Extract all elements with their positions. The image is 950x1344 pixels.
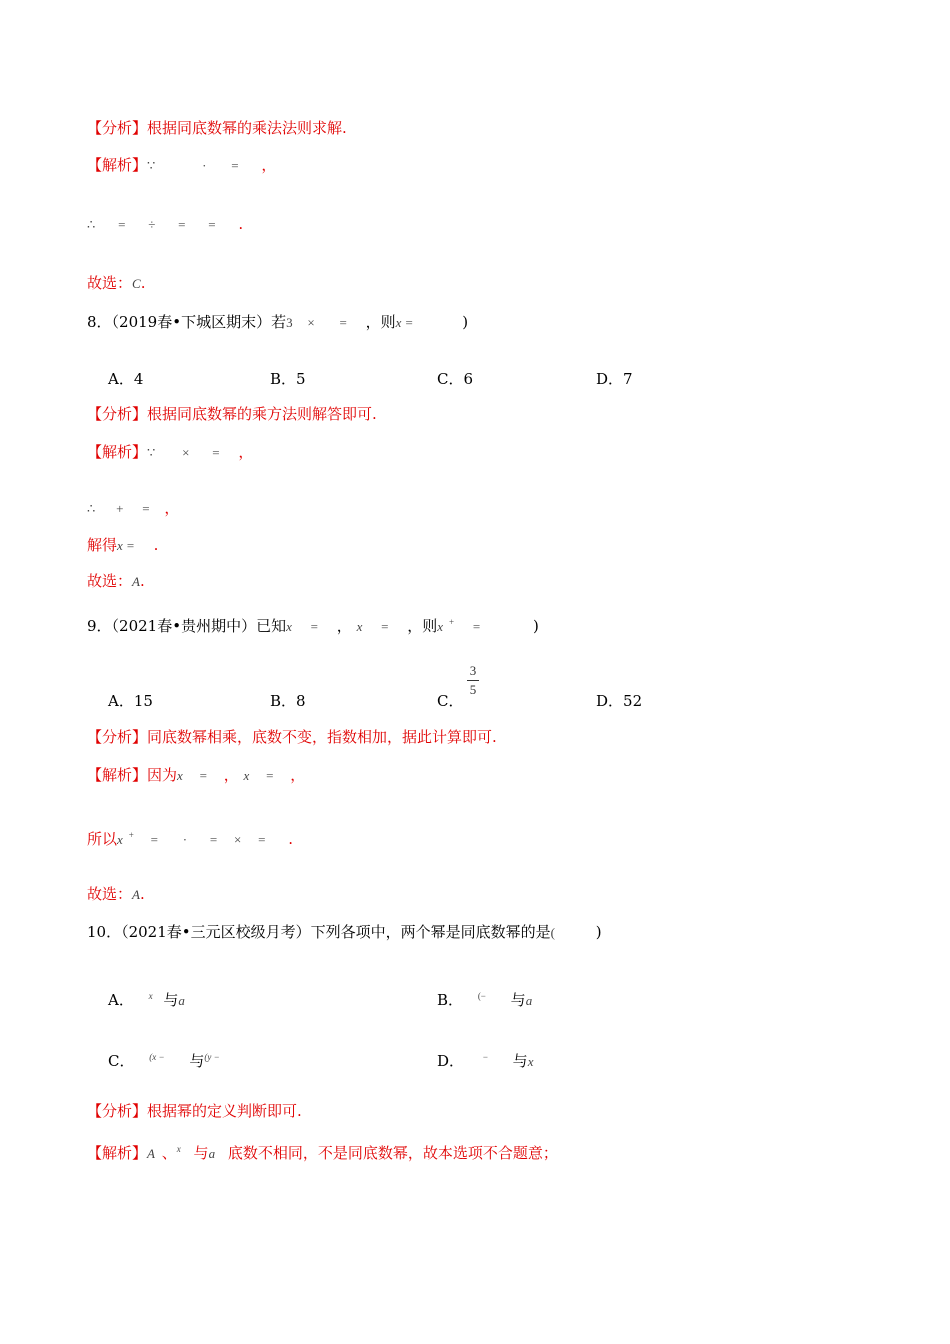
a-var: a <box>178 993 185 1008</box>
paren-close: ) <box>462 313 469 331</box>
q8-stem <box>87 312 468 333</box>
q9-option-d[interactable] <box>596 691 642 711</box>
q10-analysis <box>87 1101 302 1121</box>
times-sign: × <box>307 315 315 330</box>
with-text: 与 <box>193 1144 209 1162</box>
because-sign: ∵ <box>147 158 156 173</box>
q9-analysis <box>87 727 497 747</box>
q8-option-a[interactable] <box>108 369 143 389</box>
q10-option-b[interactable] <box>437 986 532 1011</box>
choose-value: A <box>132 887 140 902</box>
expr: (x − <box>149 1052 165 1062</box>
analysis-text: 同底数幂相乘，底数不变，指数相加，据此计算即可. <box>147 728 497 746</box>
comma: ， <box>223 766 239 784</box>
plus-sign: + <box>116 501 124 516</box>
x-var: x <box>177 768 183 783</box>
solve-x: x = <box>117 538 135 553</box>
q7-analysis <box>87 118 347 138</box>
equals-sign: = <box>258 832 266 847</box>
q8-choose <box>87 571 145 592</box>
q9-stem <box>87 612 539 637</box>
expr-3: 3 <box>286 315 293 330</box>
equals-sign: = <box>339 315 347 330</box>
option-label: C． <box>437 692 464 710</box>
stem-text: 9．（2021春•贵州期中）已知 <box>87 617 287 635</box>
a-var: a <box>525 993 533 1008</box>
q8-option-b[interactable] <box>270 369 306 389</box>
solution-tag: 【解析】 <box>87 443 148 461</box>
x-var: x <box>356 619 363 634</box>
dot-sign: · <box>182 832 188 847</box>
analysis-tag: 【分析】 <box>87 1102 148 1120</box>
analysis-text: 根据同底数幂的乘法法则求解. <box>147 119 347 137</box>
q9-option-c[interactable] <box>437 691 463 711</box>
choose-suffix: . <box>139 572 145 590</box>
option-label: B．8 <box>270 692 306 710</box>
x-var: x <box>286 619 292 634</box>
q10-option-c[interactable] <box>108 1047 220 1071</box>
equals-sign: = <box>472 619 481 634</box>
q10-stem <box>87 922 602 943</box>
solution-tag: 【解析】 <box>87 1144 148 1162</box>
equals-sign: = <box>208 217 216 232</box>
analysis-text: 根据同底数幂的乘方法则解答即可. <box>147 405 377 423</box>
with-text: 与 <box>512 1052 528 1070</box>
a-var: a <box>208 1146 216 1161</box>
choose-value: C <box>132 276 141 291</box>
q9-solution <box>87 765 305 786</box>
option-label: D．52 <box>596 692 643 710</box>
choose-suffix: . <box>140 274 146 292</box>
with-text: 与 <box>510 991 526 1009</box>
q8-solve <box>87 535 158 556</box>
comma: ， <box>261 156 277 174</box>
separator: 、 <box>161 1144 177 1162</box>
expr: (− <box>477 991 486 1001</box>
equals-sign: = <box>142 501 150 516</box>
times-sign: × <box>182 445 190 460</box>
therefore-sign: ∴ <box>87 217 96 232</box>
choose-prefix: 故选： <box>87 885 133 903</box>
q10-solution <box>87 1139 558 1164</box>
stem-text: 8．（2019春•下城区期末）若 <box>87 313 287 331</box>
divide-sign: ÷ <box>148 217 156 232</box>
comma: ， <box>336 617 352 635</box>
fraction-three-fifths <box>467 663 479 698</box>
x-var: x <box>243 768 250 783</box>
equals-sign: = <box>231 158 239 173</box>
because-text: 因为 <box>147 766 178 784</box>
equals-sign: = <box>381 619 389 634</box>
fraction-numerator: 3 <box>469 663 477 678</box>
equals-sign: = <box>310 619 318 634</box>
then-text: ，则 <box>407 617 438 635</box>
q8-option-c[interactable] <box>437 369 473 389</box>
period: . <box>288 830 294 848</box>
comma: ， <box>164 499 180 517</box>
equals-sign: = <box>212 445 220 460</box>
choose-suffix: . <box>139 885 145 903</box>
then-text: ，则 <box>365 313 396 331</box>
option-a-ref: A <box>147 1146 155 1161</box>
therefore-sign: ∴ <box>87 501 96 516</box>
option-label: B． <box>437 991 464 1009</box>
equals-sign: = <box>199 768 207 783</box>
option-label: C．6 <box>437 370 474 388</box>
fraction-bar <box>467 680 479 681</box>
solution-tag: 【解析】 <box>87 156 148 174</box>
x-var: x <box>527 1054 534 1069</box>
stem-text: 10．（2021春•三元区校级月考）下列各项中，两个幂是同底数幂的是 <box>87 923 551 941</box>
solution-tag: 【解析】 <box>87 766 148 784</box>
equals-sign: = <box>209 832 218 847</box>
option-label: B．5 <box>270 370 306 388</box>
paren-open: ( <box>550 925 555 940</box>
q9-option-a[interactable] <box>108 691 153 711</box>
q7-therefore <box>87 214 243 235</box>
equals-sign: = <box>150 832 158 847</box>
plus-sign: + <box>449 617 455 627</box>
option-label: A． <box>108 991 134 1009</box>
period: . <box>238 215 244 233</box>
option-label: A．15 <box>108 692 153 710</box>
paren-close: ) <box>595 923 602 941</box>
expr: (y − <box>204 1052 220 1062</box>
times-sign: × <box>234 832 242 847</box>
equals-sign: = <box>178 217 186 232</box>
solve-prefix: 解得 <box>87 536 118 554</box>
analysis-tag: 【分析】 <box>87 728 148 746</box>
q9-choose <box>87 884 145 905</box>
q10-option-d[interactable] <box>437 1047 533 1072</box>
expr: − <box>482 1052 488 1062</box>
solution-text: 底数不相同，不是同底数幂，故本选项不合题意； <box>227 1144 558 1162</box>
equals-sign: = <box>266 768 274 783</box>
x-eq: x = <box>395 315 414 330</box>
x-var: x <box>176 1144 181 1154</box>
plus-sign: + <box>128 830 134 840</box>
with-text: 与 <box>189 1052 205 1070</box>
choose-prefix: 故选： <box>87 572 133 590</box>
with-text: 与 <box>163 991 179 1009</box>
because-sign: ∵ <box>147 445 156 460</box>
option-label: C． <box>108 1052 135 1070</box>
option-label: D． <box>437 1052 465 1070</box>
choose-value: A <box>132 574 140 589</box>
option-label: D．7 <box>596 370 633 388</box>
analysis-text: 根据幂的定义判断即可. <box>147 1102 302 1120</box>
choose-prefix: 故选： <box>87 274 133 292</box>
q8-analysis <box>87 404 377 424</box>
q8-therefore <box>87 498 179 519</box>
q7-solution <box>87 155 276 176</box>
fraction-denominator: 5 <box>469 682 477 697</box>
q8-option-d[interactable] <box>596 369 633 389</box>
analysis-tag: 【分析】 <box>87 405 148 423</box>
q9-option-b[interactable] <box>270 691 306 711</box>
comma: ， <box>238 443 254 461</box>
q10-option-a[interactable] <box>108 986 185 1011</box>
q8-solution <box>87 442 253 463</box>
x-var: x <box>148 991 153 1001</box>
comma: ， <box>290 766 306 784</box>
equals-sign: = <box>118 217 126 232</box>
option-label: A．4 <box>108 370 144 388</box>
dot-sign: · <box>202 158 207 173</box>
paren-close: ) <box>533 617 539 635</box>
q9-so <box>87 825 293 850</box>
x-var: x <box>117 832 123 847</box>
x-var: x <box>437 619 444 634</box>
so-prefix: 所以 <box>87 830 118 848</box>
analysis-tag: 【分析】 <box>87 119 148 137</box>
period: . <box>153 536 159 554</box>
q7-choose <box>87 273 145 294</box>
